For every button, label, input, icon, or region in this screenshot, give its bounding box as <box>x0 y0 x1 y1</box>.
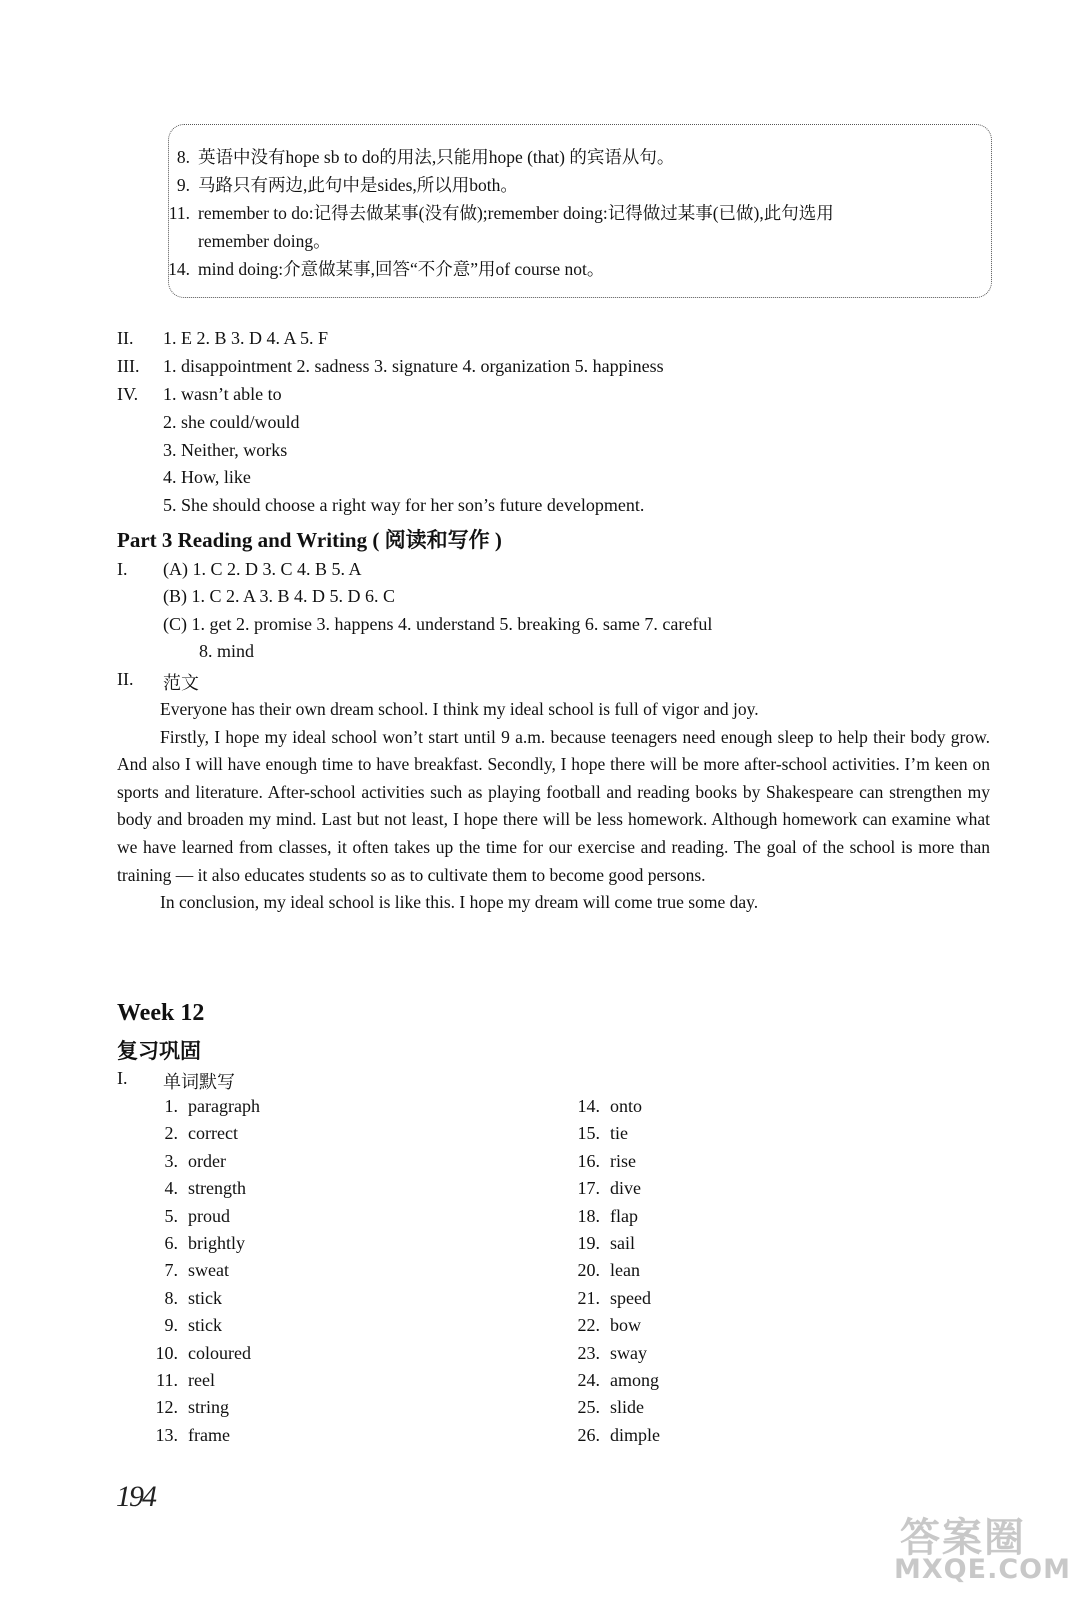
essay-paragraph: Everyone has their own dream school. I think my ideal school is full of vigor and joy. <box>160 699 759 719</box>
word-item <box>144 1178 246 1199</box>
word-item <box>566 1096 642 1117</box>
note-item: 11. remember to do:记得去做某事(没有做);remember doing:记得做过某事(已做),此句选用 <box>168 203 834 223</box>
answer-line: 1. wasn’t able to <box>163 384 282 404</box>
section-title: 单词默写 <box>163 1072 235 1092</box>
word-text: flap <box>610 1205 638 1226</box>
word-item <box>144 1233 245 1254</box>
word-text: string <box>188 1397 230 1418</box>
word-number: 12. <box>155 1397 178 1418</box>
word-number: 17. <box>577 1178 600 1199</box>
word-text: sway <box>610 1342 647 1363</box>
word-item <box>566 1315 641 1336</box>
word-number: 25. <box>577 1397 600 1418</box>
part-heading: Part 3 Reading and Writing ( 阅读和写作 ) <box>117 528 502 552</box>
word-text: onto <box>610 1096 643 1116</box>
word-number: 18. <box>577 1205 600 1226</box>
word-text: stick <box>188 1315 222 1336</box>
word-number: 6. <box>164 1233 178 1253</box>
word-text: brightly <box>188 1233 245 1253</box>
word-number: 21. <box>577 1287 600 1308</box>
word-number: 14. <box>577 1096 600 1116</box>
word-item <box>144 1288 222 1309</box>
word-number: 2. <box>164 1123 178 1144</box>
word-text: coloured <box>188 1342 251 1363</box>
word-item <box>144 1397 229 1418</box>
model-essay <box>117 696 990 917</box>
word-number: 24. <box>577 1370 600 1390</box>
word-text: tie <box>610 1123 628 1144</box>
word-text: dimple <box>610 1424 660 1445</box>
word-number: 22. <box>577 1315 600 1336</box>
section-label: I. <box>117 559 128 579</box>
section-label: II. <box>117 669 134 689</box>
word-number: 11. <box>156 1370 178 1390</box>
word-item <box>144 1123 238 1144</box>
week-subtitle: 复习巩固 <box>117 1039 201 1063</box>
word-item <box>566 1151 636 1172</box>
page-number: 194 <box>116 1480 155 1513</box>
essay-title: 范文 <box>163 673 199 693</box>
word-item <box>566 1206 638 1227</box>
word-text: bow <box>610 1315 641 1336</box>
answer-line: (A) 1. C 2. D 3. C 4. B 5. A <box>163 559 362 579</box>
word-item <box>566 1178 641 1199</box>
note-item: 9. 马路只有两边,此句中是sides,所以用both。 <box>176 175 518 195</box>
answer-line: 3. Neither, works <box>163 440 288 460</box>
word-item <box>566 1260 640 1281</box>
word-text: correct <box>188 1123 238 1144</box>
word-item <box>144 1151 226 1172</box>
word-item <box>144 1206 230 1227</box>
section-label: I. <box>117 1068 128 1088</box>
answer-line: 5. She should choose a right way for her son’s future development. <box>163 495 645 515</box>
answer-line: 4. How, like <box>163 467 251 487</box>
word-text: sail <box>610 1233 635 1253</box>
note-item: 14. mind doing:介意做某事,回答“不介意”用of course not。 <box>168 259 605 279</box>
word-item <box>566 1343 647 1364</box>
word-item <box>566 1397 644 1418</box>
answer-line: (B) 1. C 2. A 3. B 4. D 5. D 6. C <box>163 586 396 606</box>
word-item <box>144 1260 229 1281</box>
answer-line: 8. mind <box>199 641 255 661</box>
week-title: Week 12 <box>117 1000 205 1026</box>
section-label: IV. <box>117 384 139 404</box>
word-number: 7. <box>164 1260 178 1281</box>
word-text: rise <box>610 1150 636 1171</box>
word-number: 8. <box>164 1287 178 1308</box>
word-number: 3. <box>164 1150 178 1171</box>
section-label: III. <box>117 356 140 376</box>
answer-line: 2. she could/would <box>163 412 300 432</box>
word-text: stick <box>188 1287 222 1308</box>
word-number: 15. <box>577 1123 600 1144</box>
word-item <box>144 1425 230 1446</box>
word-item <box>144 1096 260 1117</box>
word-text: slide <box>610 1397 644 1418</box>
word-number: 20. <box>577 1260 600 1281</box>
word-number: 4. <box>164 1178 178 1199</box>
note-item: remember doing。 <box>198 231 331 251</box>
word-item <box>566 1233 635 1254</box>
answer-line: 1. disappointment 2. sadness 3. signature 4. organization 5. happiness <box>163 356 664 376</box>
word-text: frame <box>188 1424 230 1445</box>
word-item <box>144 1370 215 1391</box>
word-text: dive <box>610 1178 641 1199</box>
word-item <box>566 1288 651 1309</box>
answer-line: (C) 1. get 2. promise 3. happens 4. understand 5. breaking 6. same 7. careful <box>163 614 713 634</box>
word-number: 13. <box>155 1424 178 1445</box>
answer-line: 1. E 2. B 3. D 4. A 5. F <box>163 328 329 348</box>
word-number: 26. <box>577 1424 600 1445</box>
word-number: 9. <box>164 1315 178 1336</box>
word-number: 10. <box>155 1342 178 1363</box>
word-number: 1. <box>164 1096 178 1116</box>
site-watermark: 答案圈 MXQE.COM <box>894 1515 1071 1585</box>
word-item <box>144 1343 251 1364</box>
word-item <box>566 1425 660 1446</box>
word-item <box>144 1315 222 1336</box>
word-number: 19. <box>577 1233 600 1253</box>
note-item: 8. 英语中没有hope sb to do的用法,只能用hope (that) 的宾语从句。 <box>176 147 675 167</box>
word-item <box>566 1123 628 1144</box>
word-text: sweat <box>188 1260 229 1281</box>
word-number: 5. <box>164 1205 178 1226</box>
word-text: lean <box>610 1260 640 1281</box>
word-number: 16. <box>577 1150 600 1171</box>
word-text: proud <box>188 1205 230 1226</box>
essay-paragraph: In conclusion, my ideal school is like this. I hope my dream will come true some day. <box>160 892 759 913</box>
essay-paragraph: Firstly, I hope my ideal school won’t start until 9 a.m. because teenagers need enough sleep to help their body grow. And also I will have enough time to have breakfast. Secondly, I hope there will be more after-school activities. I’m keen on sports and literature. After-school activities such as playing football and reading books by Shakespeare can strengthen my body and broaden my mind. Last but not least, I hope there will be less homework. Although homework can examine what we have learned from classes, it often takes up the time for our exercise and reading. The goal of the school is more than training — it also educates students so as to cultivate them to become good persons. <box>117 726 990 885</box>
word-text: paragraph <box>188 1096 260 1116</box>
word-text: reel <box>188 1370 215 1390</box>
word-text: among <box>610 1370 659 1390</box>
word-item <box>566 1370 659 1391</box>
word-text: order <box>188 1150 226 1171</box>
section-label: II. <box>117 328 134 348</box>
word-text: speed <box>610 1287 651 1308</box>
word-text: strength <box>188 1178 246 1199</box>
word-number: 23. <box>577 1342 600 1363</box>
